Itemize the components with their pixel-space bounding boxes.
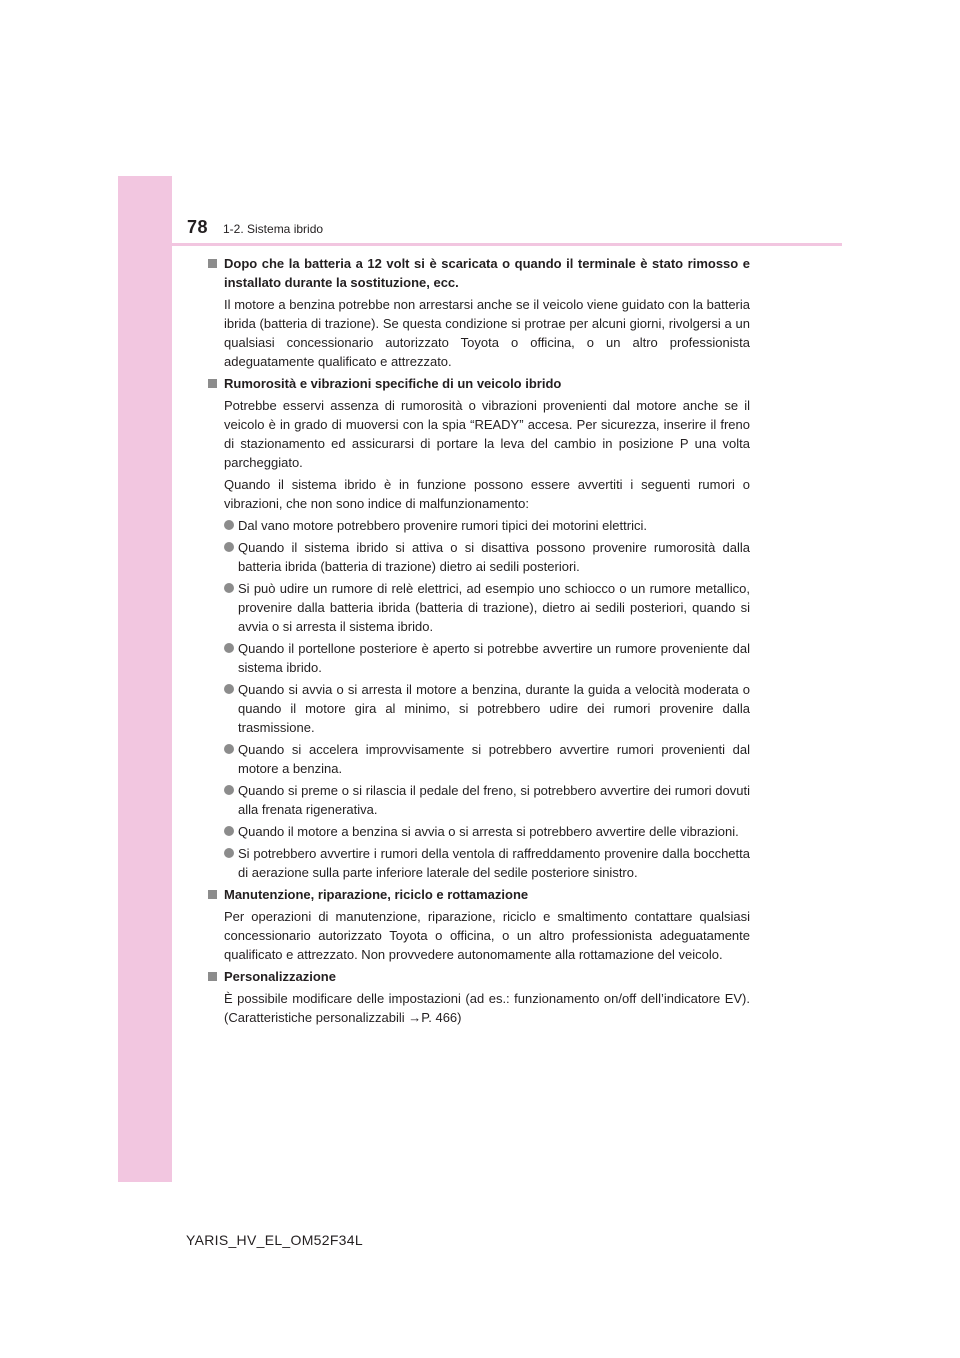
chapter-title: 1-2. Sistema ibrido — [223, 222, 324, 236]
section-heading-text: Dopo che la batteria a 12 volt si è scaricata o quando il terminale è stato rimosso e installato durante la sostituzione, ecc. — [224, 256, 750, 290]
list-item — [208, 639, 750, 677]
paragraph: Quando il sistema ibrido è in funzione possono essere avvertiti i seguenti rumori o vibrazioni, che non sono indice di malfunzionamento: — [224, 477, 750, 511]
round-bullet-icon — [224, 744, 234, 754]
paragraph: Potrebbe esservi assenza di rumorosità o vibrazioni provenienti dal motore anche se il veicolo è in grado di muoversi con la spia “READY” accesa. Per sicurezza, inserire il freno di stazionamento ed assicurarsi di portare la leva del cambio in posizione P una volta parcheggiato. — [224, 398, 750, 470]
round-bullet-icon — [224, 684, 234, 694]
round-bullet-icon — [224, 785, 234, 795]
square-bullet-icon — [208, 972, 217, 981]
list-item — [208, 680, 750, 737]
list-item-text: Quando il motore a benzina si avvia o si arresta si potrebbero avvertire delle vibrazioni. — [238, 824, 739, 839]
section-heading-text: Rumorosità e vibrazioni specifiche di un veicolo ibrido — [224, 376, 562, 391]
round-bullet-icon — [224, 583, 234, 593]
list-item — [208, 740, 750, 778]
section-heading — [208, 967, 750, 986]
list-item — [208, 822, 750, 841]
section-noise — [208, 374, 750, 882]
paragraph: È possibile modificare delle impostazioni (ad es.: funzionamento on/off dell’indicatore EV). (Caratteristiche personalizzabili →P. 466) — [224, 991, 750, 1025]
list-item — [208, 844, 750, 882]
list-item — [208, 781, 750, 819]
list-item-text: Quando il sistema ibrido si attiva o si disattiva possono provenire rumorosità dalla batteria ibrida (batteria di trazione) dietro ai sedili posteriori. — [238, 540, 750, 574]
round-bullet-icon — [224, 643, 234, 653]
round-bullet-icon — [224, 848, 234, 858]
document-code: YARIS_HV_EL_OM52F34L — [186, 1232, 363, 1248]
list-item-text: Dal vano motore potrebbero provenire rumori tipici dei motorini elettrici. — [238, 518, 647, 533]
section-heading — [208, 254, 750, 292]
round-bullet-icon — [224, 542, 234, 552]
list-item-text: Quando si preme o si rilascia il pedale del freno, si potrebbero avvertire dei rumori dovuti alla frenata rigenerativa. — [238, 783, 750, 817]
paragraph: Per operazioni di manutenzione, riparazione, riciclo e smaltimento contattare qualsiasi concessionario autorizzato Toyota o officina, o un altro professionista adeguatamente qualificato e attrezzato. Non provvedere autonomamente alla rottamazione del veicolo. — [224, 909, 750, 962]
square-bullet-icon — [208, 259, 217, 268]
page-number: 78 — [187, 217, 209, 237]
section-maintenance — [208, 885, 750, 964]
list-item — [208, 579, 750, 636]
header-divider — [172, 243, 842, 246]
page-content — [208, 254, 750, 1030]
section-heading — [208, 885, 750, 904]
list-item-text: Quando si accelera improvvisamente si potrebbero avvertire rumori provenienti dal motore a benzina. — [238, 742, 750, 776]
square-bullet-icon — [208, 379, 217, 388]
section-battery — [208, 254, 750, 371]
section-customization — [208, 967, 750, 1027]
list-item — [208, 516, 750, 535]
paragraph: Il motore a benzina potrebbe non arrestarsi anche se il veicolo viene guidato con la batteria ibrida (batteria di trazione). Se questa condizione si protrae per alcuni giorni, rivolgersi a un qualsiasi concessionario autorizzato Toyota o officina, o un altro professionista adeguatamente qualificato e attrezzato. — [224, 297, 750, 369]
list-item-text: Quando si avvia o si arresta il motore a benzina, durante la guida a velocità moderata o quando il motore gira al minimo, si potrebbero udire dei rumori provenire dalla trasmissione. — [238, 682, 750, 735]
list-item-text: Si può udire un rumore di relè elettrici, ad esempio uno schiocco o un rumore metallico, provenire dalla batteria ibrida (batteria di trazione), dietro ai sedili posteriori, quando si avvia o si arresta il sistema ibrido. — [238, 581, 750, 634]
section-heading-text: Manutenzione, riparazione, riciclo e rottamazione — [224, 887, 529, 902]
round-bullet-icon — [224, 826, 234, 836]
square-bullet-icon — [208, 890, 217, 899]
round-bullet-icon — [224, 520, 234, 530]
list-item — [208, 538, 750, 576]
list-item-text: Quando il portellone posteriore è aperto si potrebbe avvertire un rumore proveniente dal sistema ibrido. — [238, 641, 750, 675]
list-item-text: Si potrebbero avvertire i rumori della ventola di raffreddamento provenire dalla bocchetta di aerazione sulla parte inferiore laterale del sedile posteriore sinistro. — [238, 846, 750, 880]
section-heading-text: Personalizzazione — [224, 969, 336, 984]
section-heading — [208, 374, 750, 393]
side-tab-band — [118, 176, 172, 1182]
